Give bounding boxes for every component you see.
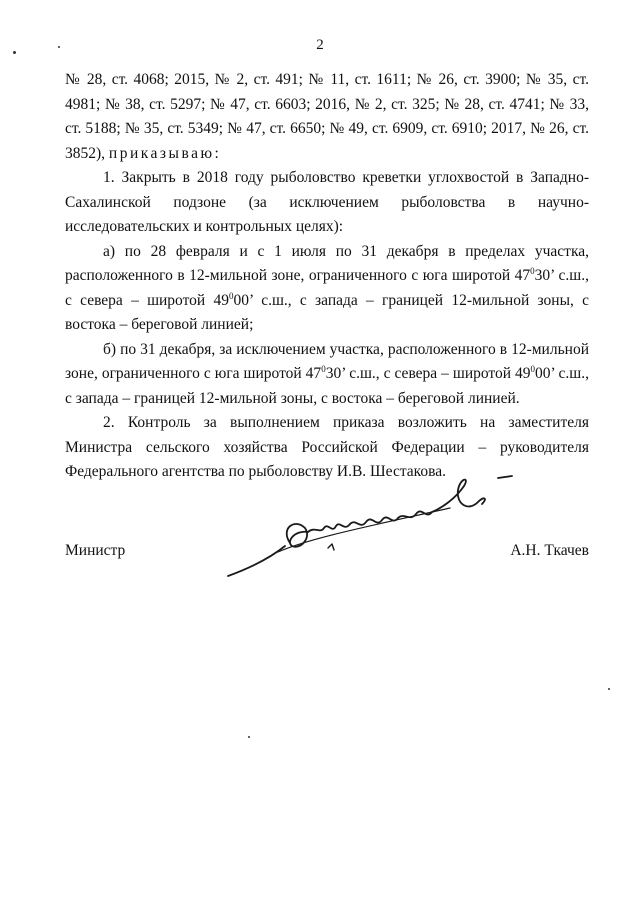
degree-mark: 0 (321, 363, 326, 374)
scan-speck (248, 736, 250, 738)
subitem-b-text-3: 00’ с.ш., с запада – границей 12-мильной зоны, с востока – береговой линией. (65, 365, 589, 407)
subitem-b-text-1: б) по 31 декабря, за исключением участка, расположенного в 12-мильной зоне, ограниченного с юга широтой 47 (65, 340, 589, 382)
paragraph-subitem-b (65, 338, 589, 412)
paragraph-item-2: 2. Контроль за выполнением приказа возложить на заместителя Министра сельского хозяйства Российской Федерации – руководителя Федерального агентства по рыболовству И.В. Шестакова. (65, 414, 589, 480)
degree-mark: 0 (228, 290, 234, 301)
signatory-name: А.Н. Ткачев (510, 542, 589, 559)
document-body (65, 68, 589, 485)
order-word: приказываю: (108, 144, 222, 162)
paragraph-item-1: 1. Закрыть в 2018 году рыболовство креветки углохвостой в Западно-Сахалинской подзоне (за исключением рыболовства в научно-исследовательских и контрольных целях): (65, 169, 589, 235)
page-number: 2 (316, 37, 324, 53)
paragraph-legal-references (65, 68, 589, 166)
handwritten-signature (220, 468, 530, 588)
scan-speck (13, 51, 16, 54)
paragraph-subitem-a (65, 240, 589, 338)
subitem-a-text-2: 30’ с.ш., с севера – широтой 49 (65, 267, 589, 309)
degree-mark: 0 (530, 363, 536, 374)
legal-references-text: № 28, ст. 4068; 2015, № 2, ст. 491; № 11, ст. 1611; № 26, ст. 3900; № 35, ст. 4981; № 38, ст. 5297; № 47, ст. 6603; 2016, № 2, ст. 325; № 28, ст. 4741; № 33, ст. 5188; № 35, ст. 5349; № 47, ст. 6650; № 49, ст. 6909, ст. 6910; 2017, № 26, ст. 3852), (65, 71, 589, 162)
signatory-title: Министр (65, 542, 126, 559)
subitem-b-text-2: 30’ с.ш., с севера – широтой 49 (325, 365, 531, 382)
scan-speck (58, 46, 60, 48)
degree-mark: 0 (530, 265, 535, 276)
scan-speck (608, 688, 610, 690)
subitem-a-text-1: а) по 28 февраля и с 1 июля по 31 декабря в пределах участка, расположенного в 12-мильной зоне, ограниченного с юга широтой 47 (65, 242, 589, 284)
subitem-a-text-3: 00’ с.ш., с запада – границей 12-мильной зоны, с востока – береговой линией; (65, 291, 589, 333)
